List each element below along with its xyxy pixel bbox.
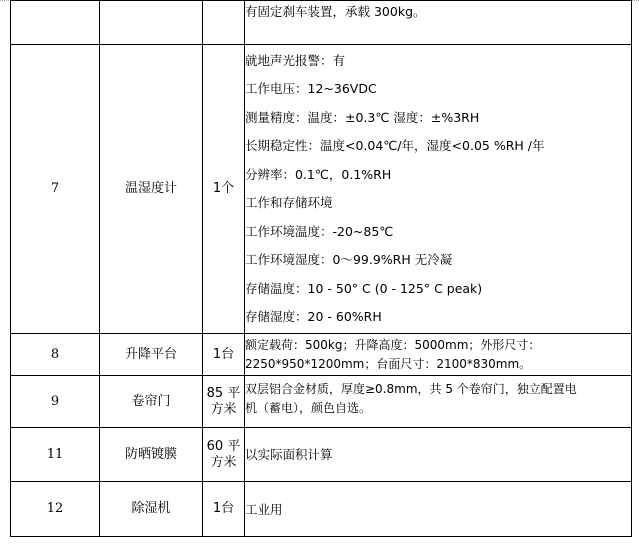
cell-item-name: 升降平台 [100,334,203,376]
cell-quantity [203,428,245,482]
spec-line: 以实际面积计算 [245,447,333,462]
cell-item-name: 除湿机 [100,482,203,537]
cell-number: 12 [11,482,100,537]
cell-quantity: 1台 [203,482,245,537]
cell-spec [245,376,632,428]
spec-line-alarm: 就地声光报警：有 [245,52,346,68]
table-row-12 [11,482,632,537]
spec-line-work-temp: 工作环境温度：-20~85℃ [245,223,394,239]
table-row-8 [11,334,632,376]
cell-quantity: 1台 [203,334,245,376]
cell-item-name: 温湿度计 [100,45,203,334]
equipment-spec-table [10,0,632,537]
cell-spec [245,428,632,482]
table-row-9 [11,376,632,428]
quantity-line: 方米 [210,401,237,417]
cell-quantity [203,376,245,428]
spec-line-storage-temp: 存储温度：10 - 50° C (0 - 125° C peak) [245,280,483,296]
cell-quantity: 1个 [203,45,245,334]
cell-spec [245,1,632,45]
table-row-continued [11,1,632,45]
spec-line: 额定载荷：500kg；升降高度：5000mm；外形尺寸： [245,337,541,352]
cell-number [11,1,100,45]
spec-line: 工业用 [245,501,283,517]
spec-line-resolution: 分辨率：0.1℃，0.1%RH [245,166,392,182]
cell-item-name [100,1,203,45]
spec-line-stability: 长期稳定性：温度<0.04℃/年，湿度<0.05 %RH /年 [245,138,545,153]
cell-spec [245,334,632,376]
spec-line: 机（蓄电），颜色自选。 [245,401,372,415]
cell-item-name: 防晒镀膜 [100,428,203,482]
spec-line: 有固定刹车装置，承载 300kg。 [245,4,426,19]
spec-line-storage-humidity: 存储湿度：20 - 60%RH [245,309,382,324]
quantity-line: 60 平 [206,438,241,454]
cell-number: 11 [11,428,100,482]
quantity-line: 85 平 [206,385,241,401]
cell-quantity [203,1,245,45]
spec-line-voltage: 工作电压：12~36VDC [245,81,377,96]
cell-spec [245,45,632,334]
spec-line: 2250*950*1200mm；台面尺寸：2100*830mm。 [245,356,532,371]
cell-item-name: 卷帘门 [100,376,203,428]
cell-number: 9 [11,376,100,428]
quantity-line: 方米 [210,454,237,470]
cell-spec [245,482,632,537]
table-row-7 [11,45,632,334]
cell-number: 8 [11,334,100,376]
spec-line-env-heading: 工作和存储环境 [245,195,333,210]
spec-line-work-humidity: 工作环境湿度：0～99.9%RH 无冷凝 [245,252,453,267]
spec-line: 双层铝合金材质，厚度≥0.8mm，共 5 个卷帘门，独立配置电 [245,382,577,396]
cell-number: 7 [11,45,100,334]
table-row-11 [11,428,632,482]
spec-line-accuracy: 测量精度：温度：±0.3℃ 湿度：±%3RH [245,109,480,125]
